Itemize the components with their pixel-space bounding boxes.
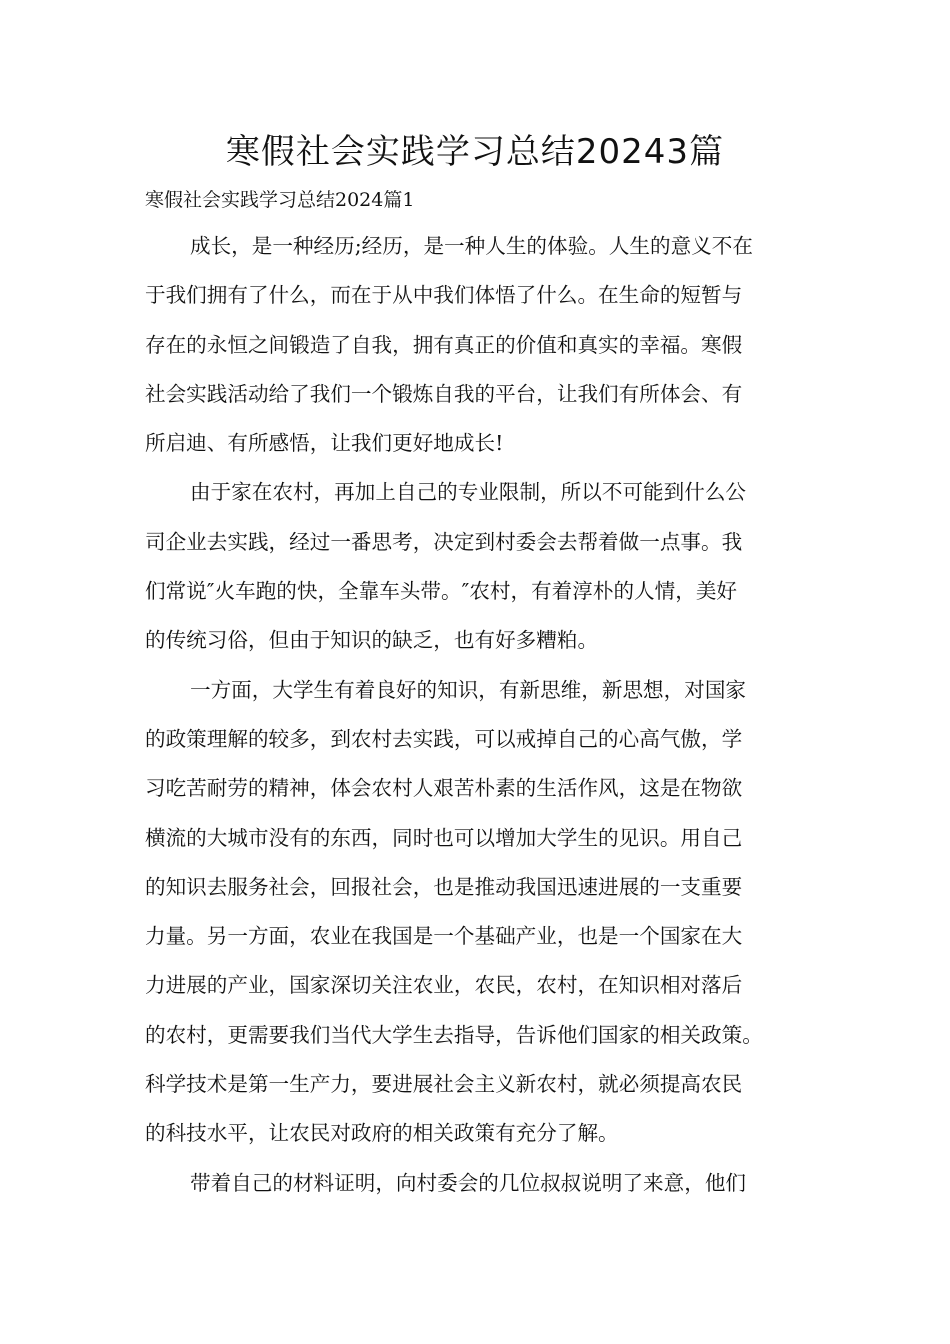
document-title: 寒假社会实践学习总结20243篇 [225,132,725,172]
paragraph-line: 的政策理解的较多，到农村去实践，可以戒掉自己的心高气傲，学 [145,726,743,751]
paragraph-line: 的科技水平，让农民对政府的相关政策有充分了解。 [145,1121,619,1146]
paragraph-line: 带着自己的材料证明，向村委会的几位叔叔说明了来意，他们 [190,1170,747,1195]
paragraph-line: 所启迪、有所感悟，让我们更好地成长! [145,431,504,456]
paragraph-line: 由于家在农村，再加上自己的专业限制，所以不可能到什么公 [190,480,747,505]
paragraph-line: 成长，是一种经历;经历，是一种人生的体验。人生的意义不在 [190,234,753,258]
paragraph-line: 于我们拥有了什么，而在于从中我们体悟了什么。在生命的短暂与 [145,283,743,308]
document-body [145,222,815,1208]
paragraph-line: 一方面，大学生有着良好的知识，有新思维，新思想，对国家 [190,677,747,702]
paragraph-line: 的农村，更需要我们当代大学生去指导，告诉他们国家的相关政策。 [145,1022,763,1047]
paragraph-line: 存在的永恒之间锻造了自我，拥有真正的价值和真实的幸福。寒假 [145,332,743,357]
paragraph-line: 社会实践活动给了我们一个锻炼自我的平台，让我们有所体会、有 [145,381,743,406]
paragraph-line: 横流的大城市没有的东西，同时也可以增加大学生的见识。用自己 [145,825,743,850]
paragraph-line: 的知识去服务社会，回报社会，也是推动我国迅速进展的一支重要 [145,874,743,899]
paragraph-line: 们常说″火车跑的快，全靠车头带。″农村，有着淳朴的人情，美好 [145,579,738,604]
paragraph-line: 司企业去实践，经过一番思考，决定到村委会去帮着做一点事。我 [145,529,743,554]
document-subtitle: 寒假社会实践学习总结2024篇1 [145,189,415,211]
paragraph-line: 科学技术是第一生产力，要进展社会主义新农村，就必须提高农民 [145,1072,743,1097]
paragraph-line: 的传统习俗，但由于知识的缺乏，也有好多糟粕。 [145,628,599,653]
paragraph-line: 习吃苦耐劳的精神，体会农村人艰苦朴素的生活作风，这是在物欲 [145,776,743,801]
paragraph-line: 力进展的产业，国家深切关注农业，农民，农村，在知识相对落后 [145,973,743,998]
paragraph-line: 力量。另一方面，农业在我国是一个基础产业，也是一个国家在大 [145,924,743,949]
